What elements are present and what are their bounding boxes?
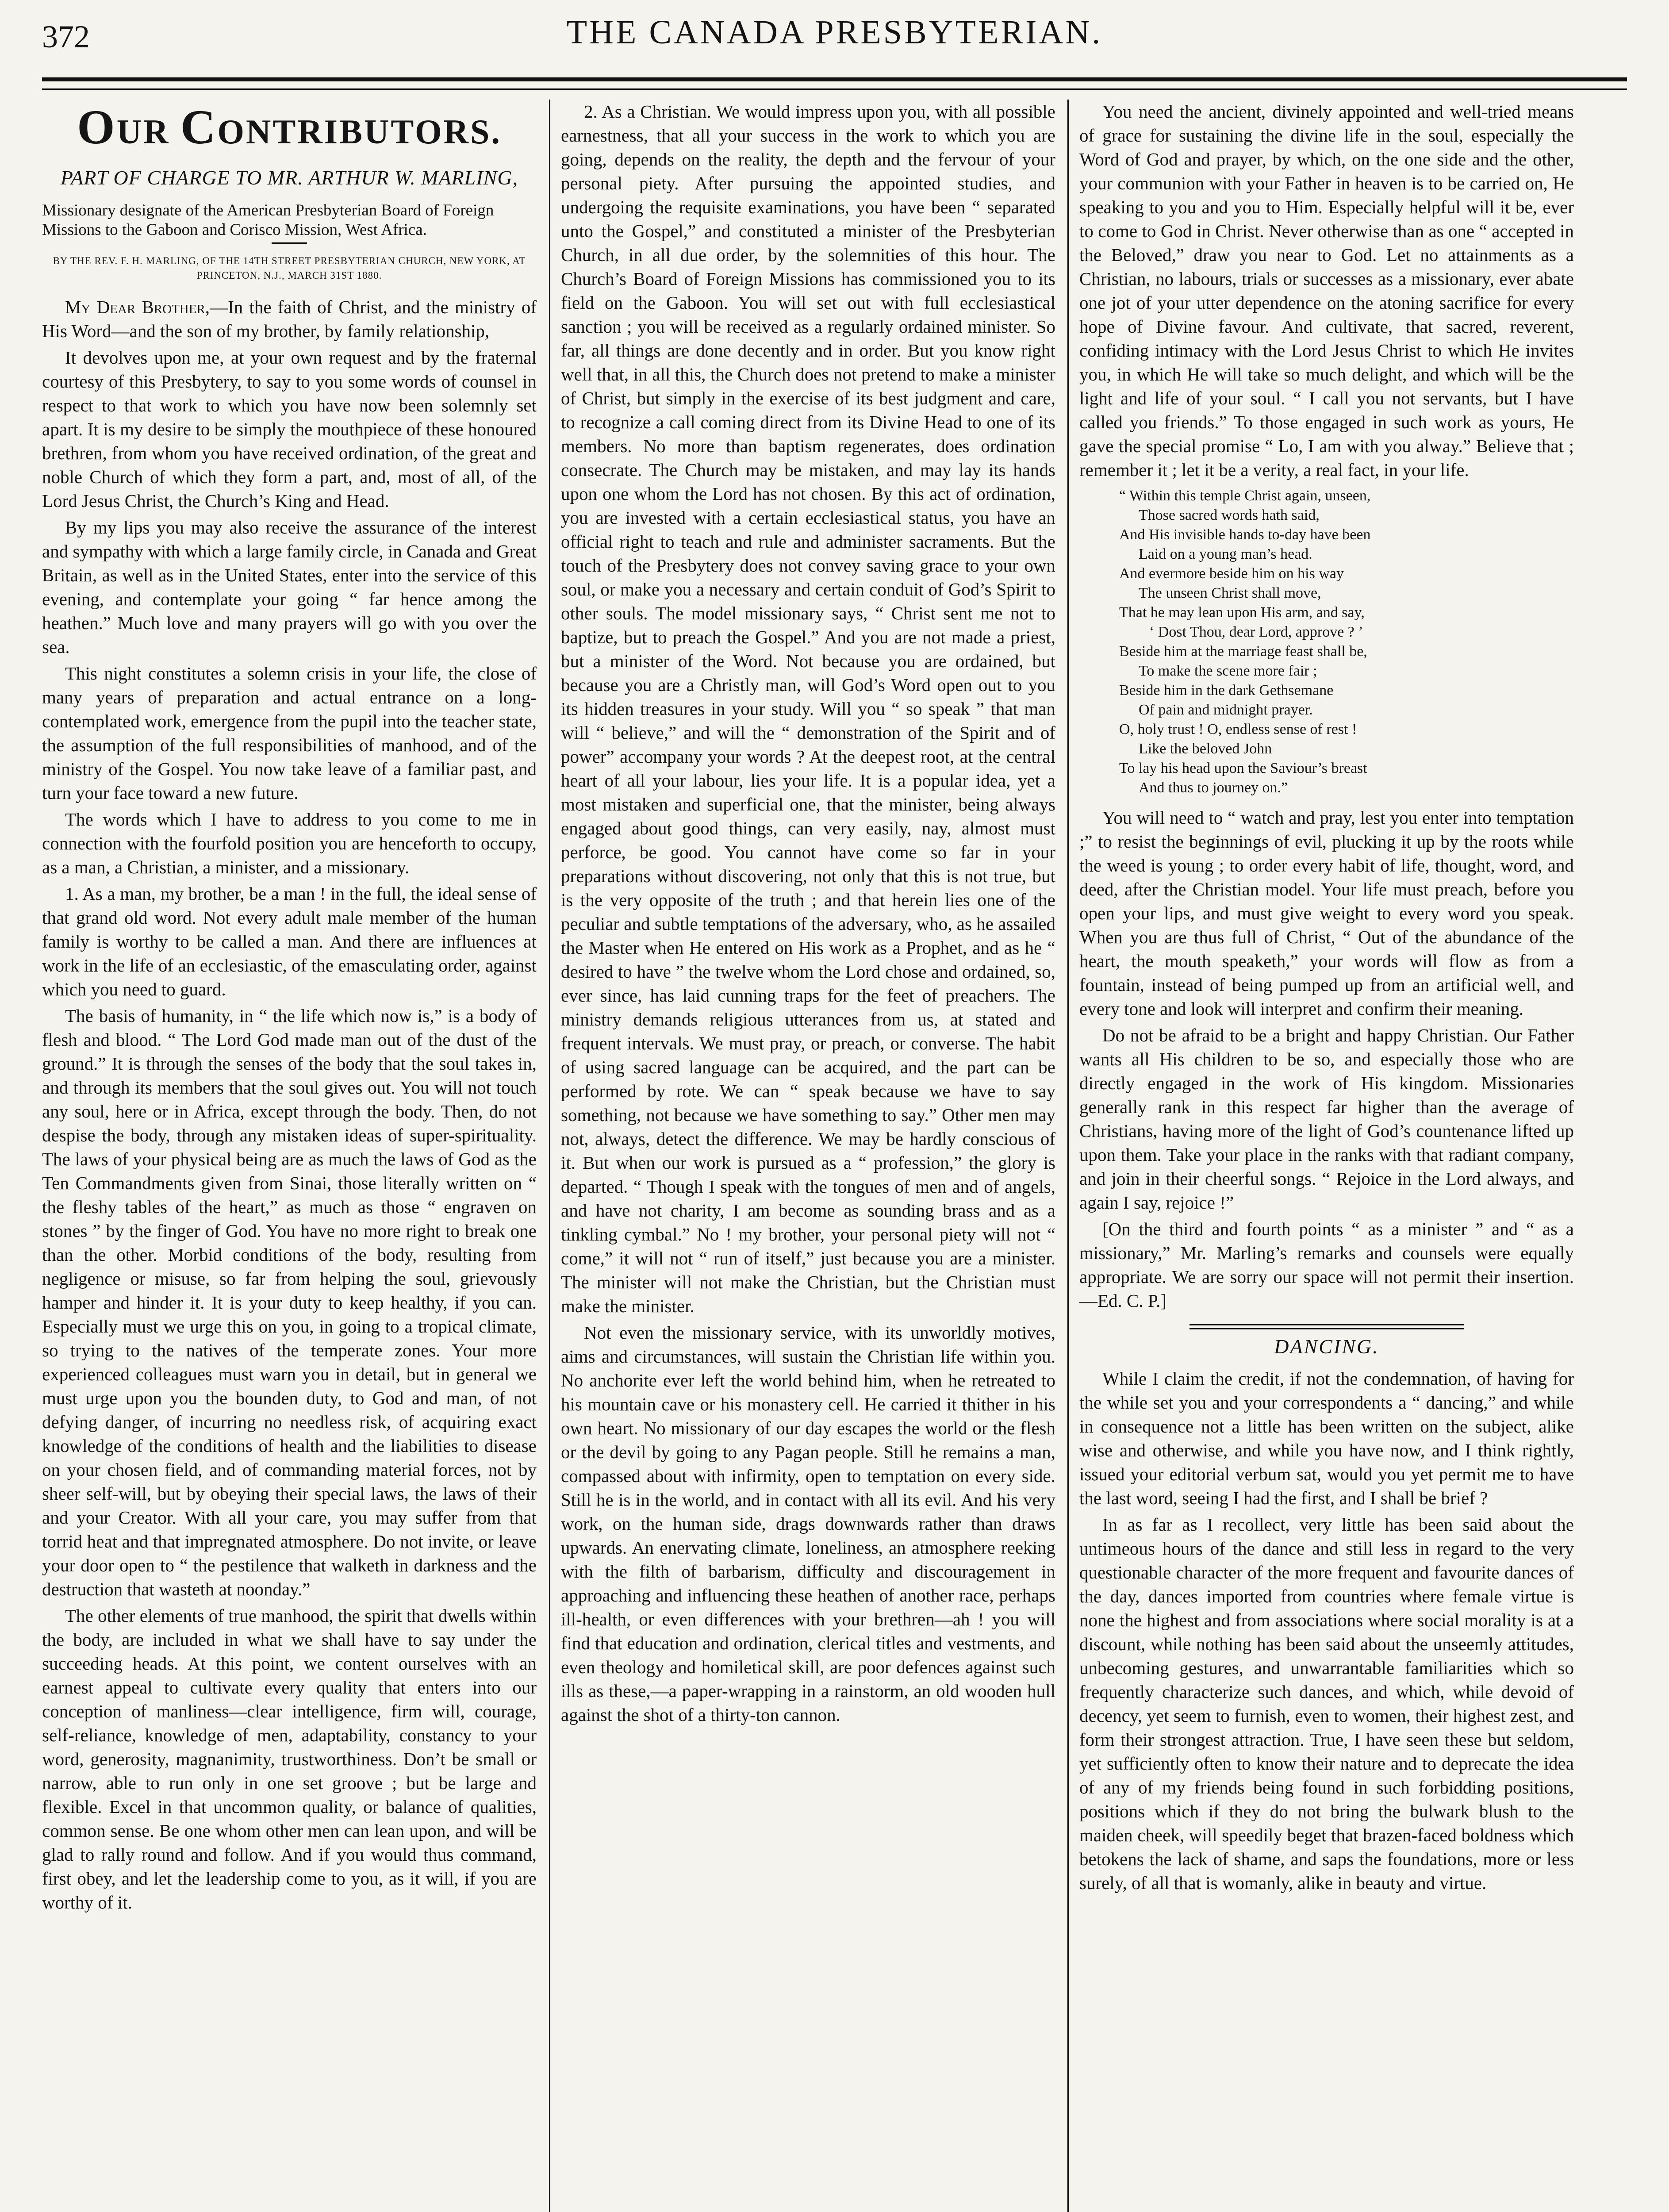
editor-note: [On the third and fourth points “ as a minister ” and “ as a missionary,” Mr. Marling’s remarks and counsels were equally appropriate. We are sorry our space will not permit their insertion.—Ed. C. P.] — [1079, 1219, 1574, 1311]
paragraph: My Dear Brother,—In the faith of Christ, and the ministry of His Word—and the son of my brother, by family relationship, — [42, 297, 537, 341]
poem-line: Laid on a young man’s head. — [1139, 546, 1312, 562]
section-divider — [1189, 1324, 1464, 1329]
paragraph: Not even the missionary service, with its unworldly motives, aims and circumstances, will sustain the Christian life within you. No anchorite ever left the world behind him, when he retreated to his mountain cave or his monastery cell. He carried it thither in his own heart. No missionary of our day escapes the world or the flesh or the devil by going to any Pagan people. Still he remains a man, compassed about with infirmity, open to temptation on every side. Still he is in the world, and in contact with all its evil. And his very work, on the human side, drags downwards rather than draws upwards. An enervating climate, loneliness, an atmosphere reeking with the filth of barbarism, difficulty and discouragement in approaching and influencing these heathen of another race, perhaps ill-health, or even differences with your brethren—ah ! you will find that education and ordination, clerical titles and vestments, and even theology and homiletical skill, are poor defences against such ills as these,—a paper-wrapping in a rainstorm, an old wooden hull against the shot of a thirty-ton cannon. — [561, 1322, 1055, 1725]
masthead-rule-thin — [42, 88, 1627, 90]
paragraph: You will need to “ watch and pray, lest you enter into temptation ;” to resist the beginnings of evil, plucking it up by the roots while the weed is young ; to order every habit of life, thought, word, and deed, after the Christian model. Your life must preach, before you open your lips, and must give weight to every word you speak. When you are thus full of Christ, “ Out of the abundance of the heart, the mouth speaketh,” your words will flow as from a fountain, instead of being pumped up from an artificial well, and every tone and look will interpret and confirm their meaning. — [1079, 807, 1574, 1019]
poem-line: And thus to journey on.” — [1139, 780, 1288, 796]
poem-line: To lay his head upon the Saviour’s breast — [1119, 760, 1367, 776]
poem-line: That he may lean upon His arm, and say, — [1119, 604, 1365, 621]
paragraph: The words which I have to address to you come to me in connection with the fourfold position you are henceforth to occupy, as a man, a Christian, a minister, and a missionary. — [42, 809, 537, 877]
paragraph: It devolves upon me, at your own request and by the fraternal courtesy of this Presbytery, to say to you some words of counsel in respect to that work to which you have now been solemnly set apart. It is my desire to be simply the mouthpiece of these honoured brethren, from whom you have received ordination, of the great and noble Church of which they form a part, and, most of all, of the Lord Jesus Christ, the Church’s King and Head. — [42, 347, 537, 511]
paragraph: By my lips you may also receive the assurance of the interest and sympathy with which a large family circle, in Canada and Great Britain, as well as in the United States, enter into the service of this evening, and contemplate your going “ far hence among the heathen.” Much love and many prayers will go with you over the sea. — [42, 517, 537, 657]
paragraph: 1. As a man, my brother, be a man ! in the full, the ideal sense of that grand old word. Not every adult male member of the human family is worthy to be called a man. And there are influences at work in the life of an ecclesiastic, of the emasculating order, against which you need to guard. — [42, 883, 537, 999]
article-title: PART OF CHARGE TO MR. ARTHUR W. MARLING, — [60, 166, 518, 189]
masthead: THE CANADA PRESBYTERIAN. — [566, 14, 1103, 51]
poem-line: O, holy trust ! O, endless sense of rest ! — [1119, 721, 1357, 737]
poem-line: Those sacred words hath said, — [1139, 507, 1320, 523]
paragraph: You need the ancient, divinely appointed and well-tried means of grace for sustaining the divine life in the soul, especially the Word of God and prayer, by which, on the one side and the other, your communion with your Father in heaven is to be carried on, He speaking to you and you to Him. Especially helpful will it be, ever to come to God in Christ. Never otherwise than as one “ accepted in the Beloved,” draw you near to God. Let no attainments as a Christian, no labours, trials or successes as a missionary, ever abate one jot of your utter dependence on the atoning sacrifice for every hope of Divine favour. And cultivate, that sacred, reverent, confiding intimacy with the Lord Jesus Christ to which He invites you, in which He will take so much delight, and which will be the light and life of your soul. “ I call you not servants, but I have called you friends.” To those engaged in such work as yours, He gave the special promise “ Lo, I am with you alway.” Believe that ; remember it ; let it be a verity, a real fact, in your life. — [1079, 101, 1574, 480]
article-designation: Missionary designate of the American Presbyterian Board of Foreign Missions to the Gaboon and Corisco Mission, West Africa. — [42, 201, 494, 239]
column-3 — [1079, 100, 1574, 2212]
poem-line: And evermore beside him on his way — [1119, 565, 1344, 582]
column-divider — [1067, 100, 1069, 2212]
column-2 — [561, 100, 1055, 2212]
dancing-title: DANCING. — [1274, 1335, 1379, 1358]
column-1 — [42, 100, 537, 2212]
section-heading: OUR CONTRIBUTORS. — [77, 100, 502, 154]
poem-line: Of pain and midnight prayer. — [1139, 702, 1313, 718]
masthead-rule-heavy — [42, 77, 1627, 81]
column-divider — [549, 100, 550, 2212]
paragraph: Do not be afraid to be a bright and happy Christian. Our Father wants all His children to be so, and especially those who are directly engaged in the work of His kingdom. Missionaries generally rank in this respect far higher than the average of Christians, having more of the light of God’s countenance lifted up upon them. Take your place in the ranks with that radiant company, and join in their cheerful songs. “ Rejoice in the Lord always, and again I say, rejoice !” — [1079, 1025, 1574, 1213]
poem — [1119, 486, 1574, 798]
paragraph: This night constitutes a solemn crisis in your life, the close of many years of preparation and actual entrance on a long-contemplated work, emergence from the pupil into the teacher state, the assumption of the full responsibilities of manhood, and of the ministry of the Gospel. You now take leave of a familiar past, and turn your face toward a new future. — [42, 663, 537, 803]
poem-line: “ Within this temple Christ again, unseen, — [1119, 488, 1371, 504]
article-byline: BY THE REV. F. H. MARLING, OF THE 14TH STREET PRESBYTERIAN CHURCH, NEW YORK, AT PRINCETON, N.J., MARCH 31ST 1880. — [53, 255, 526, 281]
salutation: My Dear Brother, — [65, 297, 210, 317]
paragraph: 2. As a Christian. We would impress upon you, with all possible earnestness, that all your success in the work to which you are going, depends on the reality, the depth and the fervour of your personal piety. After pursuing the appointed studies, and undergoing the requisite examinations, you have been “ separated unto the Gospel,” and constituted a minister of the Presbyterian Church, in all due order, by the solemnities of this hour. The Church’s Board of Foreign Missions has commissioned you to its field on the Gaboon. You will set out with full ecclesiastical sanction ; you will be received as a regularly ordained minister. So far, all things are done decently and in order. But you know right well that, in all this, the Church does not pretend to make a minister of Christ, but simply in the exercise of its best judgment and care, to recognize a call coming direct from its Divine Head to one of its members. No more than baptism regenerates, does ordination consecrate. The Church may be mistaken, and may lay its hands upon one whom the Lord has not chosen. By this act of ordination, you are invested with a certain ecclesiastical status, you have an official right to teach and rule and administer sacraments. But the touch of the Presbytery does not convey saving grace to your own soul, or make you a necessary and certain conduit of God’s Spirit to other souls. The model missionary says, “ Christ sent me not to baptize, but to preach the Gospel.” And you are not made a priest, but a minister of the Word. Not because you are ordained, but because you are a Christly man, will God’s Word open out to you its hidden treasures in your study. Will you “ so speak ” that man will “ believe,” and will the “ demonstration of the Spirit and of power” accompany your words ? At the deepest root, at the central heart of all your labour, lies your life. It is a popular idea, yet a most mistaken and superficial one, that the minister, being always engaged about good things, can very easily, nay, almost must perforce, be good. You cannot have come so far in your preparations without discovering, not only that this is not true, but is the very opposite of the truth ; and that herein lies one of the peculiar and subtle temptations of the adversary, who, as he assailed the Master when He entered on His work as a Prophet, and as he “ desired to have ” the twelve whom the Lord chose and ordained, so, ever since, has laid cunning traps for the feet of preachers. The ministry demands religious utterances from us, at stated and frequent intervals. We must pray, or preach, or converse. The habit of using sacred language can be acquired, and the part can be performed by rote. We can “ speak because we have to say something, not because we have something to say.” Other men may not, always, detect the difference. We may be hardly conscious of it. But when our work is pursued as a “ profession,” the glory is departed. “ Though I speak with the tongues of men and of angels, and have not charity, I am become as sounding brass and as a tinkling cymbal.” No ! my brother, your personal piety will not “ come,” it will not “ run of itself,” just because you are a minister. The minister will not make the Christian, but the Christian must make the minister. — [561, 101, 1055, 1316]
poem-line: And His invisible hands to-day have been — [1119, 526, 1371, 543]
page-number: 372 — [42, 19, 90, 54]
poem-line: Beside him at the marriage feast shall be, — [1119, 643, 1367, 660]
poem-line: ‘ Dost Thou, dear Lord, approve ? ’ — [1149, 624, 1363, 640]
paragraph: The other elements of true manhood, the spirit that dwells within the body, are included in what we shall have to say under the succeeding heads. At this point, we content ourselves with an earnest appeal to cultivate every quality that enters into our conception of manliness—clear intelligence, firm will, courage, self-reliance, knowledge of men, adaptability, constancy to your word, generosity, magnanimity, trustworthiness. Don’t be small or narrow, able to run only in one set groove ; but be large and flexible. Excel in that uncommon quality, or balance of qualities, common sense. Be one whom other men can lean upon, and will be glad to rally round and follow. And if you would thus command, first obey, and let the leadership come to you, as it will, if you are worthy of it. — [42, 1605, 537, 1912]
paragraph: While I claim the credit, if not the condemnation, of having for the while set you and your correspondents a “ dancing,” and while in consequence not a little has been written on the subject, alike wise and otherwise, and while you have now, and I think rightly, issued your editorial verbum sat, would you yet permit me to have the last word, seeing I had the first, and I shall be brief ? — [1079, 1368, 1574, 1508]
poem-line: Beside him in the dark Gethsemane — [1119, 682, 1334, 699]
paragraph: The basis of humanity, in “ the life which now is,” is a body of flesh and blood. “ The Lord God made man out of the dust of the ground.” It is through the senses of the body that the soul takes in, and through its members that the soul gives out. You will not touch any soul, here or in Africa, except through the body. Then, do not despise the body, through any mistaken ideas of super-spirituality. The laws of your physical being are as much the laws of God as the Ten Commandments given from Sinai, those literally written on “ the fleshy tables of the heart,” as much as those “ engraven on stones ” by the finger of God. You have no more right to break one than the other. Morbid conditions of the body, resulting from negligence or misuse, so far from helping the soul, grievously hamper and hinder it. It is your duty to keep healthy, if you can. Especially must we urge this on you, in going to a tropical climate, so trying to the natives of the temperate zones. Your more experienced colleagues must warn you in detail, but in general we must urge upon you the bounden duty, to God and man, of not defying danger, of incurring no needless risk, of acquiring exact knowledge of the conditions of health and the liabilities to disease on your chosen field, and of commanding material forces, not by sheer self-will, but by obeying their special laws, the laws of their and your Creator. With all your care, you may suffer from that torrid heat and that impregnated atmosphere. Do not invite, or leave your door open to “ the pestilence that walketh in darkness and the destruction that wasteth at noonday.” — [42, 1006, 537, 1599]
poem-line: To make the scene more fair ; — [1139, 663, 1317, 679]
poem-line: Like the beloved John — [1139, 741, 1272, 757]
short-rule — [272, 242, 307, 244]
paragraph: In as far as I recollect, very little has been said about the untimeous hours of the dance and still less in regard to the very questionable character of the more frequent and favourite dances of the day, dances imported from countries where female virtue is none the highest and from associations where social morality is at a discount, while nothing has been said about the unseemly attitudes, unbecoming gestures, and unwarrantable familiarities which so frequently characterize such dances, and which, while devoid of decency, yet seem to furnish, even to women, their highest zest, and form their strongest attraction. True, I have seen these but seldom, yet sufficiently often to know their nature and to deprecate the idea of any of my friends being found in such forbidding positions, positions which if they do not bring the bulwark blush to the maiden cheek, will speedily beget that brazen-faced boldness which betokens the lack of shame, and saps the foundations, more or less surely, of all that is womanly, alike in beauty and virtue. — [1079, 1514, 1574, 1893]
poem-line: The unseen Christ shall move, — [1139, 585, 1321, 601]
